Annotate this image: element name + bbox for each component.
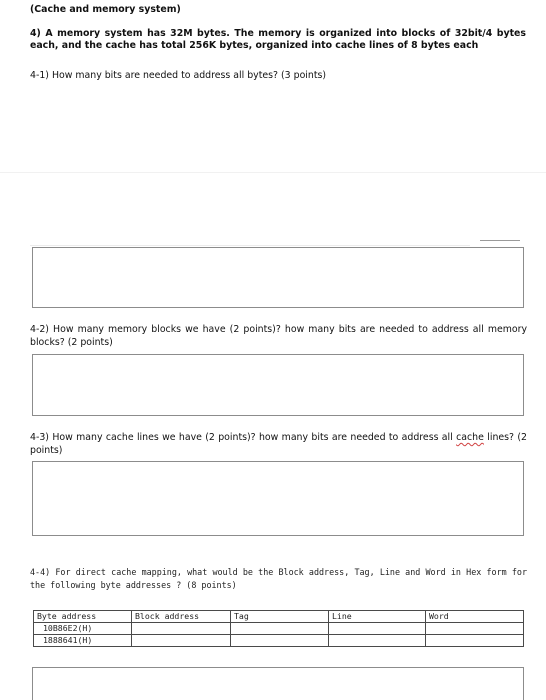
answer-box-4-4[interactable] <box>32 667 524 700</box>
block-address-cell[interactable] <box>132 623 231 635</box>
header-word: Word <box>426 611 524 623</box>
line-cell[interactable] <box>329 635 426 647</box>
problem-statement <box>30 28 526 52</box>
spellcheck-marked-word: cache <box>456 432 484 443</box>
answer-box-4-2[interactable] <box>32 354 524 416</box>
word-cell[interactable] <box>426 623 524 635</box>
section-title: (Cache and memory system) <box>30 4 181 15</box>
problem-number: 4) <box>30 28 41 39</box>
line-cell[interactable] <box>329 623 426 635</box>
question-4-2: 4-2) How many memory blocks we have (2 points)? how many bits are needed to address all memory blocks? (2 points) <box>30 324 527 348</box>
answer-box-4-1[interactable] <box>32 247 524 308</box>
question-4-3-text-after: lines? (2 points) <box>30 432 527 456</box>
table-header-row <box>34 611 524 623</box>
word-cell[interactable] <box>426 635 524 647</box>
byte-address-cell: 1888641(H) <box>34 635 132 647</box>
table-row <box>34 635 524 647</box>
answer-box-4-3[interactable] <box>32 461 524 536</box>
tag-cell[interactable] <box>231 623 329 635</box>
header-line: Line <box>329 611 426 623</box>
header-tag: Tag <box>231 611 329 623</box>
scan-artifact-line <box>30 245 470 246</box>
question-4-3-text-before: 4-3) How many cache lines we have (2 points)? how many bits are needed to address all <box>30 432 457 443</box>
address-table <box>33 610 524 647</box>
scan-artifact-line <box>480 240 520 241</box>
byte-address-cell: 10B86E2(H) <box>34 623 132 635</box>
scan-artifact-line <box>0 172 546 173</box>
tag-cell[interactable] <box>231 635 329 647</box>
block-address-cell[interactable] <box>132 635 231 647</box>
problem-statement-text: A memory system has 32M bytes. The memory is organized into blocks of 32bit/4 bytes each, and the cache has total 256K bytes, organized into cache lines of 8 bytes each <box>30 28 526 51</box>
header-block-address: Block address <box>132 611 231 623</box>
question-4-1: 4-1) How many bits are needed to address all bytes? (3 points) <box>30 70 327 81</box>
question-4-3 <box>30 431 527 457</box>
question-4-4: 4-4) For direct cache mapping, what would be the Block address, Tag, Line and Word in Hex form for the following byte addresses ? (8 points) <box>30 567 527 590</box>
header-byte-address: Byte address <box>34 611 132 623</box>
table-row <box>34 623 524 635</box>
